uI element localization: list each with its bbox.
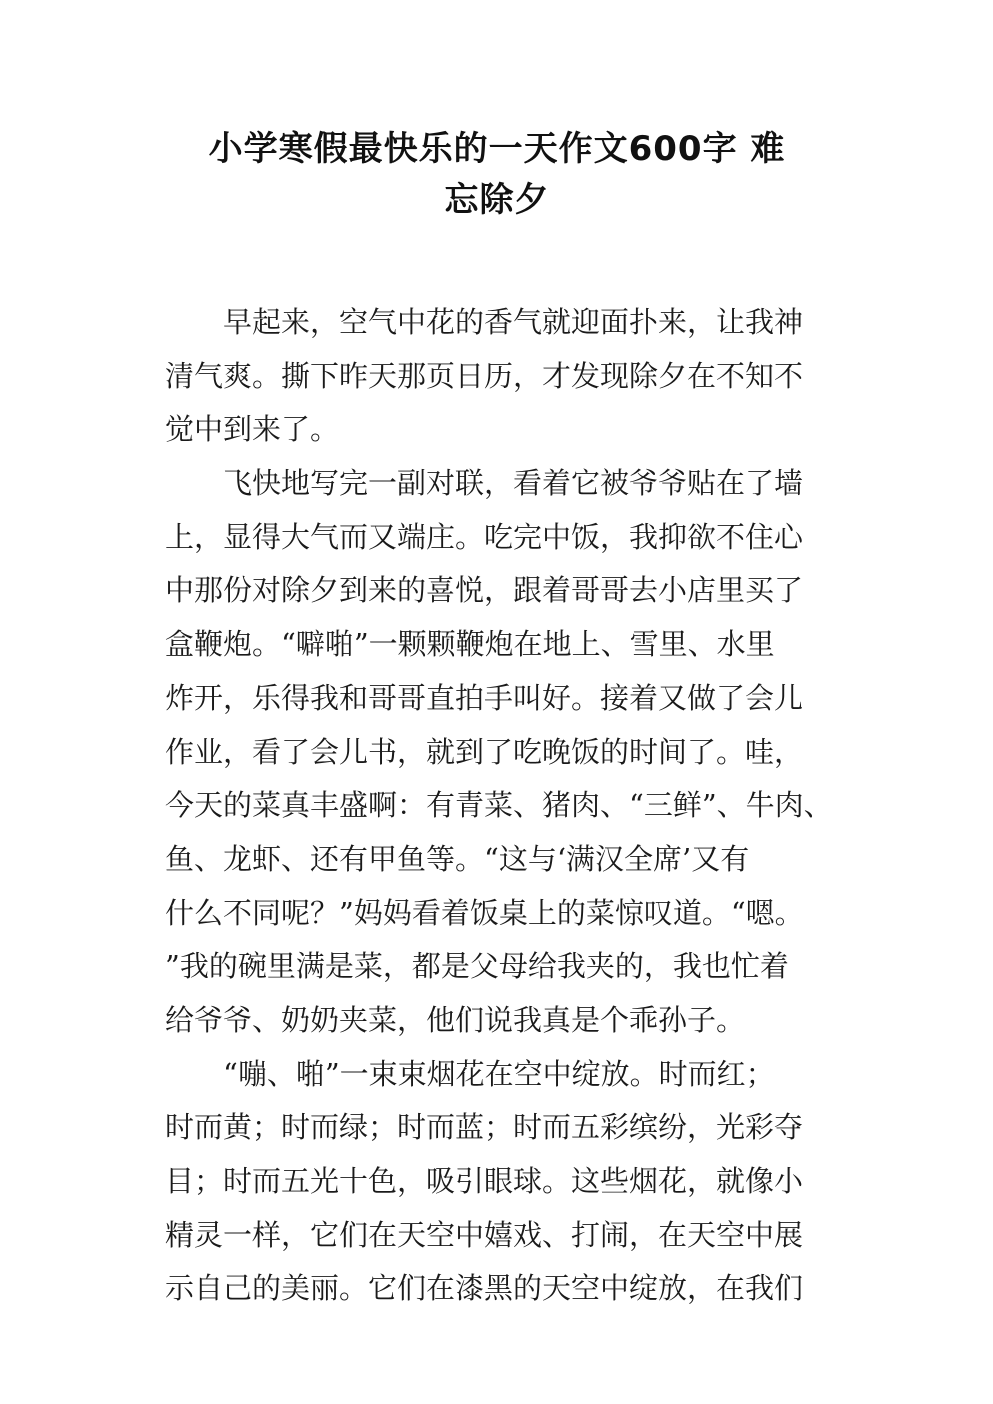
body-line: 今天的菜真丰盛啊：有青菜、猪肉、“三鲜”、牛肉、 (165, 788, 833, 823)
body-line: 精灵一样，它们在天空中嬉戏、打闹，在天空中展 (165, 1217, 804, 1252)
document-body (165, 296, 845, 1316)
body-line: 鱼、龙虾、还有甲鱼等。“这与‘满汉全席’又有 (165, 841, 750, 876)
document-title (160, 124, 834, 226)
body-line: 什么不同呢？”妈妈看着饭桌上的菜惊叹道。“嗯。 (165, 895, 804, 930)
body-line: 盒鞭炮。“噼啪”一颗颗鞭炮在地上、雪里、水里 (165, 627, 775, 662)
body-line: 觉中到来了。 (165, 412, 340, 447)
body-line: 目；时而五光十色，吸引眼球。这些烟花，就像小 (165, 1164, 804, 1198)
body-line: 作业，看了会儿书，就到了吃晚饭的时间了。哇， (165, 734, 804, 769)
body-line: ”我的碗里满是菜，都是父母给我夹的，我也忙着 (165, 949, 789, 984)
body-line: 中那份对除夕到来的喜悦，跟着哥哥去小店里买了 (165, 573, 804, 608)
body-line: 飞快地写完一副对联，看着它被爷爷贴在了墙 (223, 466, 804, 501)
body-line: 上，显得大气而又端庄。吃完中饭，我抑欲不住心 (165, 519, 804, 554)
title-line-2: 忘除夕 (444, 180, 550, 220)
body-line: 早起来，空气中花的香气就迎面扑来，让我神 (223, 305, 804, 339)
body-line: 给爷爷、奶奶夹菜，他们说我真是个乖孙子。 (165, 1002, 746, 1037)
body-line: 时而黄；时而绿；时而蓝；时而五彩缤纷，光彩夺 (165, 1110, 804, 1145)
body-line: 炸开，乐得我和哥哥直拍手叫好。接着又做了会儿 (165, 680, 804, 715)
title-line-1: 小学寒假最快乐的一天作文600字 难 (208, 129, 786, 169)
body-line: “嘣、啪”一束束烟花在空中绽放。时而红； (223, 1056, 775, 1091)
body-line: 示自己的美丽。它们在漆黑的天空中绽放，在我们 (165, 1271, 804, 1306)
body-line: 清气爽。撕下昨天那页日历，才发现除夕在不知不 (165, 358, 804, 393)
